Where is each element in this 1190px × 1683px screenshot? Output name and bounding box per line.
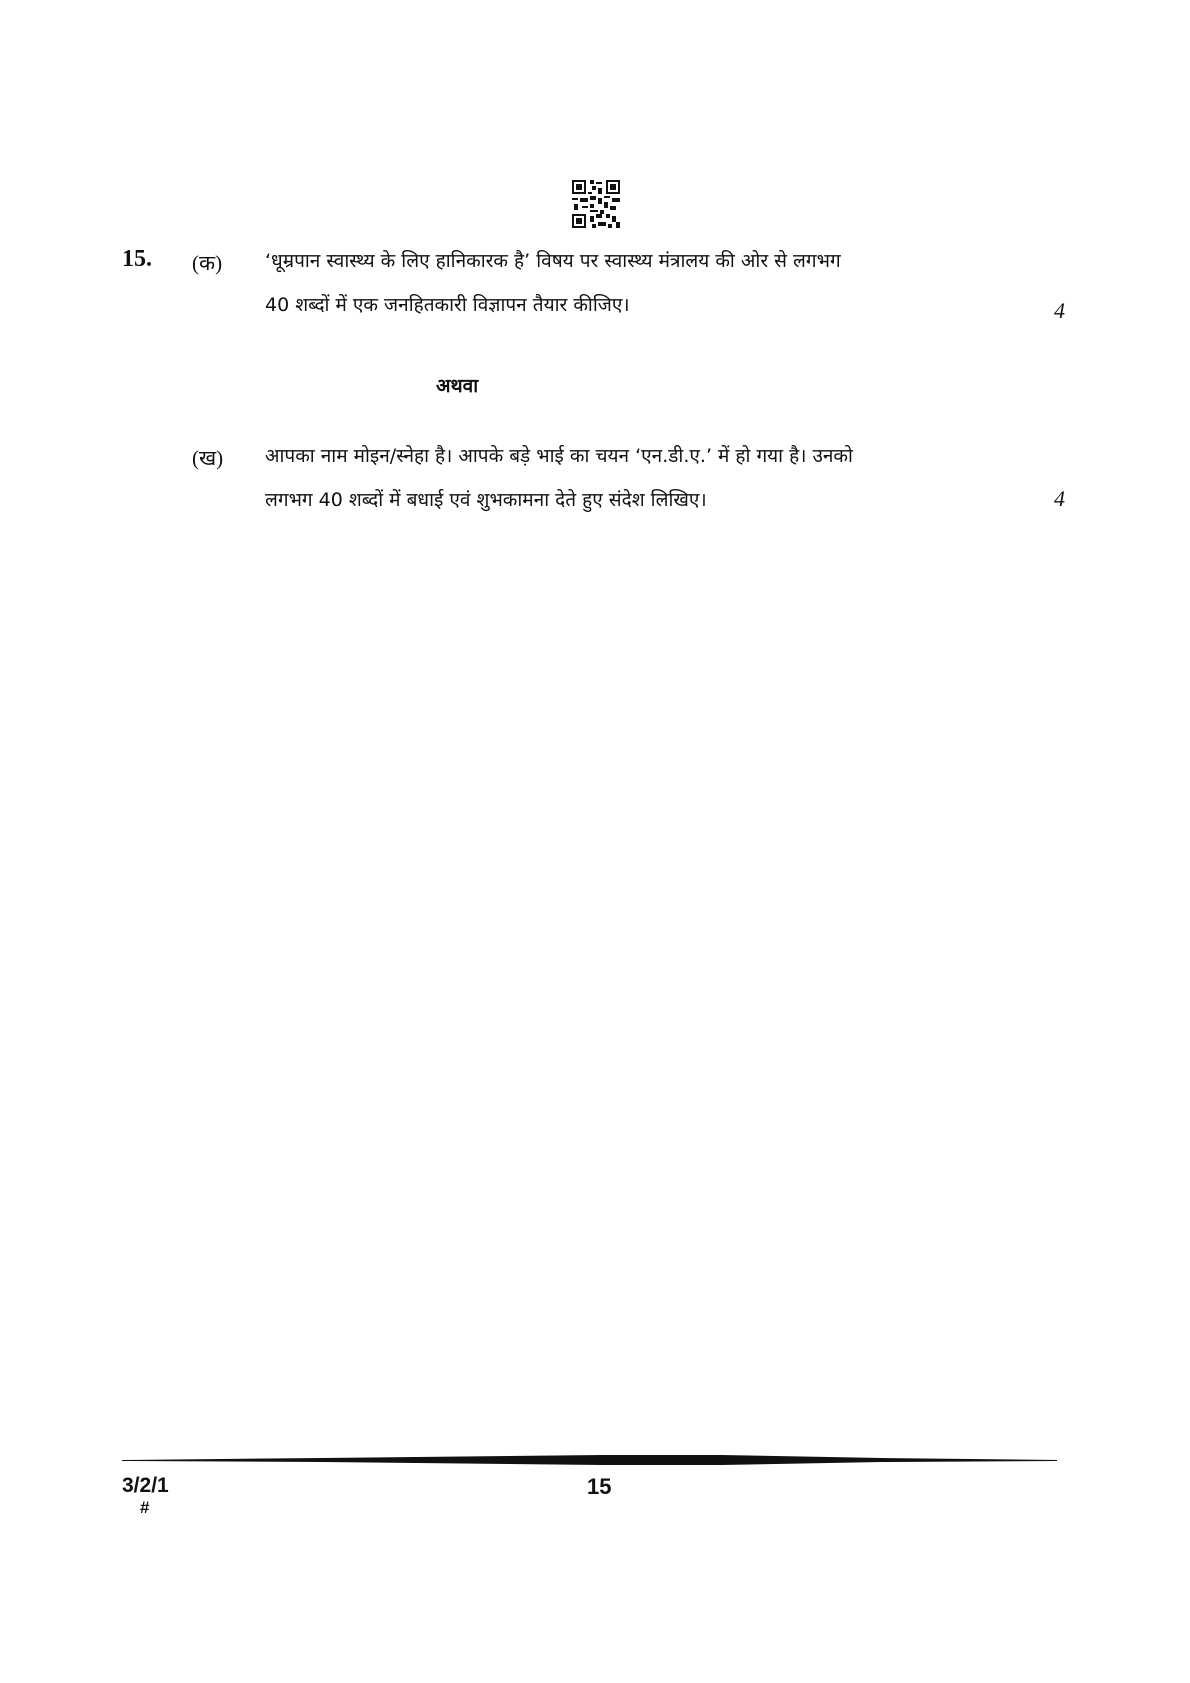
or-separator: अथवा: [436, 375, 479, 397]
part-b-marks: 4: [1054, 486, 1065, 511]
footer-hash-mark: #: [140, 1498, 150, 1517]
part-b-line-1: आपका नाम मोइन/स्नेहा है। आपके बड़े भाई का चयन ‘एन.डी.ए.’ में हो गया है। उनको: [265, 445, 853, 467]
part-b-line-2: लगभग 40 शब्दों में बधाई एवं शुभकामना देते हुए संदेश लिखिए।: [265, 489, 707, 511]
part-a-line-2: 40 शब्दों में एक जनहितकारी विज्ञापन तैयार कीजिए।: [265, 294, 630, 316]
part-a-label: (क): [192, 251, 223, 275]
part-a-line-1: ‘धूम्रपान स्वास्थ्य के लिए हानिकारक है’ विषय पर स्वास्थ्य मंत्रालय की ओर से लगभग: [265, 250, 841, 272]
qr-code-icon: [572, 180, 620, 228]
part-a-text: [265, 239, 1035, 327]
part-a-marks: 4: [1054, 298, 1065, 323]
footer-divider: [122, 1452, 1057, 1468]
part-b-label: (ख): [192, 446, 224, 470]
paper-code: 3/2/1: [122, 1474, 169, 1497]
part-b-text: [265, 434, 1035, 522]
page-number: 15: [587, 1474, 612, 1499]
question-number: 15.: [122, 246, 152, 272]
